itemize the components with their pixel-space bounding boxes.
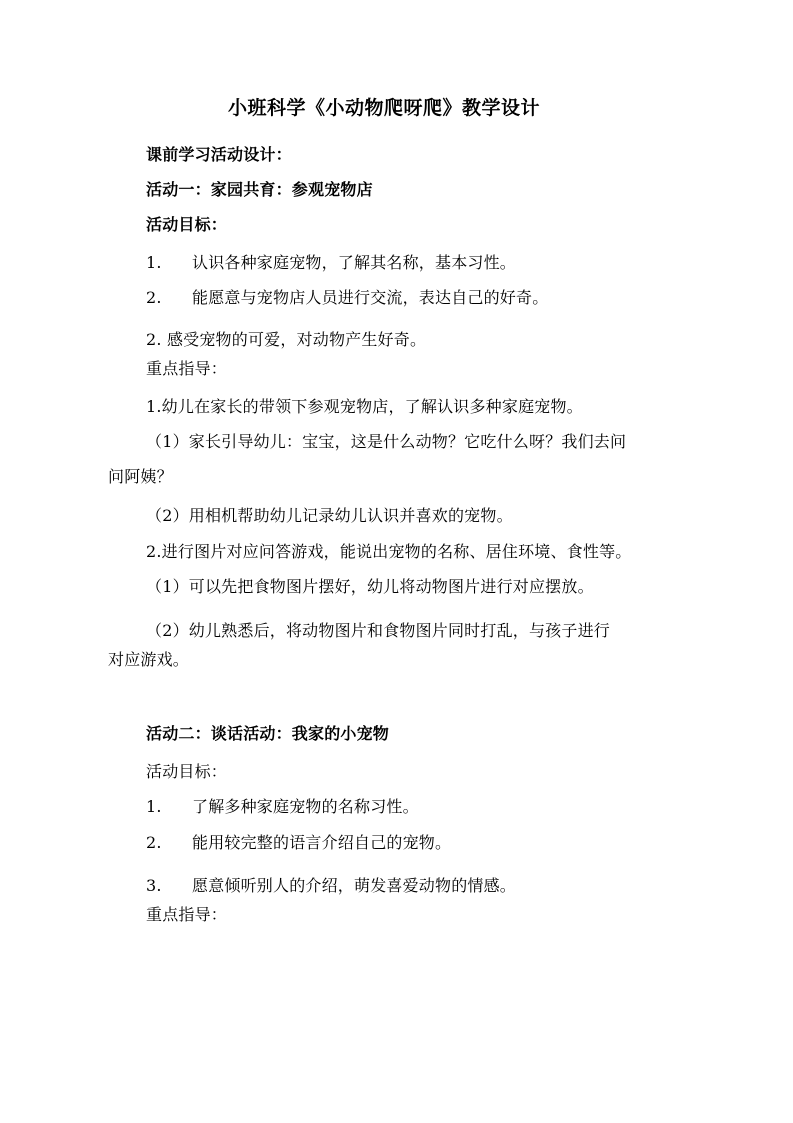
- guidance-line: （1）可以先把食物图片摆好，幼儿将动物图片进行对应摆放。: [146, 577, 594, 596]
- activity2-guidance-heading: 重点指导：: [146, 905, 228, 924]
- activity2-goal-1: [146, 797, 419, 817]
- guidance-line: （2）用相机帮助幼儿记录幼儿认识并喜欢的宠物。: [146, 506, 513, 525]
- goal-text: 愿意倾听别人的介绍，萌发喜爱动物的情感。: [192, 876, 517, 895]
- goal-number: 1.: [146, 797, 162, 816]
- activity1-goal-extra: 2. 感受宠物的可爱，对动物产生好奇。: [146, 330, 427, 349]
- activity2-heading: 活动二：谈话活动：我家的小宠物: [146, 724, 390, 743]
- activity1-goal-2: [146, 288, 548, 308]
- pre-class-heading: 课前学习活动设计：: [146, 145, 292, 164]
- guidance-line: 问阿姨？: [108, 467, 173, 486]
- goal-number: 1.: [146, 253, 162, 272]
- goal-text: 能愿意与宠物店人员进行交流，表达自己的好奇。: [192, 288, 549, 307]
- guidance-line: 对应游戏。: [108, 650, 190, 669]
- goal-number: 2.: [146, 288, 162, 307]
- goal-number: 3.: [146, 876, 162, 895]
- goal-text: 了解多种家庭宠物的名称习性。: [192, 797, 419, 816]
- activity1-goal-1: [146, 253, 516, 273]
- activity1-heading: 活动一：家园共育：参观宠物店: [146, 180, 373, 199]
- guidance-line: （1）家长引导幼儿：宝宝，这是什么动物？它吃什么呀？我们去问: [146, 432, 627, 451]
- goal-text: 能用较完整的语言介绍自己的宠物。: [192, 833, 452, 852]
- goal-text: 认识各种家庭宠物，了解其名称，基本习性。: [192, 253, 517, 272]
- goal-number: 2.: [146, 833, 162, 852]
- activity2-goal-2: [146, 833, 451, 853]
- activity2-goals-heading: 活动目标：: [146, 762, 228, 781]
- activity1-guidance-heading: 重点指导：: [146, 359, 228, 378]
- guidance-line: （2）幼儿熟悉后，将动物图片和食物图片同时打乱，与孩子进行: [146, 621, 610, 640]
- guidance-line: 2.进行图片对应问答游戏，能说出宠物的名称、居住环境、食性等。: [146, 542, 632, 561]
- document-title: 小班科学《小动物爬呀爬》教学设计: [228, 97, 541, 119]
- activity2-goal-3: [146, 876, 516, 896]
- activity1-goals-heading: 活动目标：: [146, 215, 228, 234]
- guidance-line: 1.幼儿在家长的带领下参观宠物店，了解认识多种家庭宠物。: [146, 397, 583, 416]
